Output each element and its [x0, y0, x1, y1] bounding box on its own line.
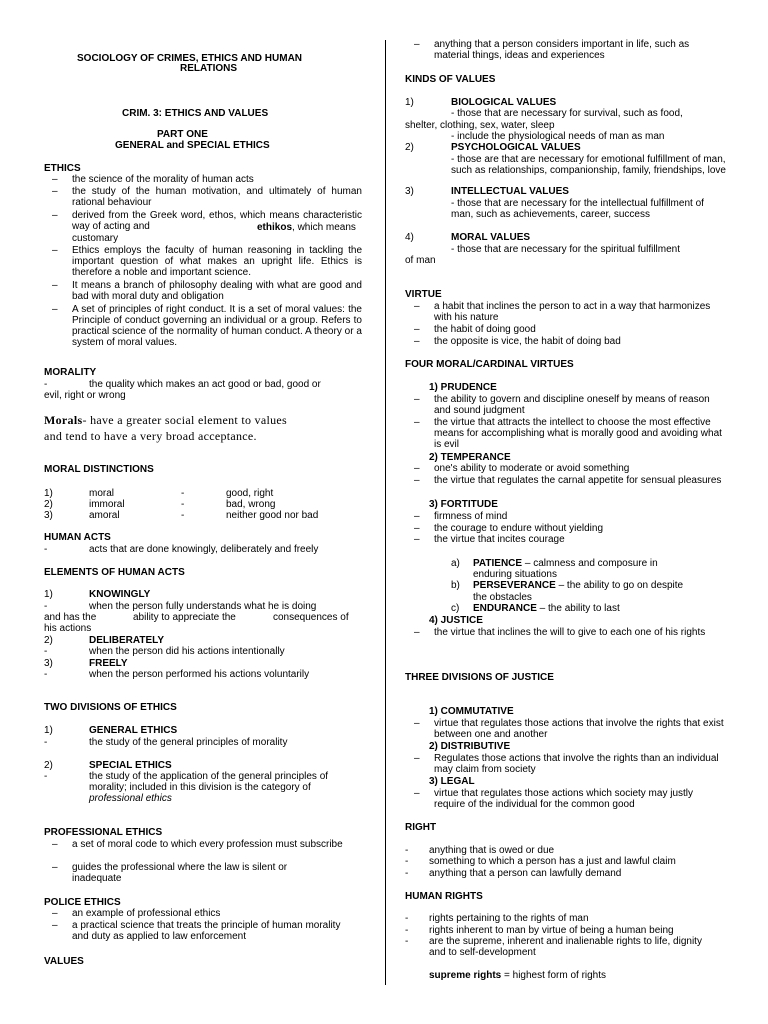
element-label-knowingly: KNOWINGLY	[89, 589, 151, 600]
ethics-item: derived from the Greek word, ethos, which means characteristic way of acting and	[72, 210, 362, 232]
human-acts-text: acts that are done knowingly, deliberately and freely	[89, 544, 319, 555]
distinction-sep: -	[181, 499, 185, 510]
bullet-dash: –	[52, 304, 58, 315]
psychological-text: - those are that are necessary for emotional fulfillment of man, such as relationships, companionship, family, friendships, love	[451, 154, 726, 176]
intellectual-text: - those that are necessary for the intellectual fulfillment of man, such as achievements, career, success	[451, 198, 704, 220]
distinction-num: 1)	[44, 488, 53, 499]
bullet-dash: –	[414, 788, 420, 799]
value-label-intellectual: INTELLECTUAL VALUES	[451, 186, 569, 197]
section-heading-two-divisions: TWO DIVISIONS OF ETHICS	[44, 702, 177, 713]
section-heading-professional-ethics: PROFESSIONAL ETHICS	[44, 827, 163, 838]
bullet-dash: –	[414, 39, 420, 50]
bullet-dash: –	[414, 718, 420, 729]
right-item: something to which a person has a just and lawful claim	[429, 856, 676, 867]
virtue-label-prudence: 1) PRUDENCE	[429, 382, 497, 393]
morality-line1: the quality which makes an act good or bad, good or	[89, 379, 321, 390]
prudence-item: the virtue that attracts the intellect to choose the most effective means for accomplishing what is morally good and avoiding what is evil	[434, 417, 722, 450]
fortitude-item: firmness of mind	[434, 511, 508, 522]
part-subtitle: GENERAL and SPECIAL ETHICS	[115, 140, 270, 151]
ethics-item: the study of the human motivation, and ultimately of human rational behaviour	[72, 186, 362, 208]
justice-item: the virtue that inclines the will to give to each one of his rights	[434, 627, 706, 638]
ethics-term-ethikos	[72, 222, 356, 233]
distinction-term: immoral	[89, 499, 125, 510]
supreme-rights-label: supreme rights	[429, 970, 502, 981]
special-ethics-line1: the study of the application of the general principles of	[89, 771, 329, 782]
division-num: 1)	[44, 725, 53, 736]
element-dash: -	[44, 601, 48, 612]
moral-values-line1: - those that are necessary for the spiritual fulfillment	[451, 244, 680, 255]
bullet-dash: –	[52, 245, 58, 256]
knowingly-line2c: consequences of	[273, 612, 349, 623]
distinction-num: 3)	[44, 510, 53, 521]
bullet-hyphen: -	[405, 845, 409, 856]
special-ethics-line2: morality; included in this division is the category of	[89, 782, 311, 793]
virtue-item: the opposite is vice, the habit of doing bad	[434, 336, 621, 347]
police-ethics-item: an example of professional ethics	[72, 908, 221, 919]
bullet-hyphen: -	[405, 936, 409, 947]
ethics-item: the science of the morality of human acts	[72, 174, 254, 185]
section-heading-morality: MORALITY	[44, 367, 97, 378]
temperance-item: one's ability to moderate or avoid something	[434, 463, 630, 474]
bullet-dash: –	[414, 534, 420, 545]
distinction-term: moral	[89, 488, 115, 499]
distributive-text: Regulates those actions that involve the rights than an individual may claim from society	[434, 753, 719, 775]
sub-virtue-endurance	[473, 603, 620, 614]
commutative-text: virtue that regulates those actions that involve the rights that exist between one and another	[434, 718, 724, 740]
freely-text: when the person performed his actions voluntarily	[89, 669, 310, 680]
column-divider	[385, 40, 386, 985]
distinction-meaning: bad, wrong	[226, 499, 276, 510]
distinction-meaning: neither good nor bad	[226, 510, 319, 521]
bullet-dash: –	[414, 627, 420, 638]
bullet-dash: –	[52, 920, 58, 931]
fortitude-item: the courage to endure without yielding	[434, 523, 604, 534]
doc-title-line2: RELATIONS	[180, 63, 238, 74]
sub-virtue-letter: b)	[451, 580, 460, 591]
human-rights-item: are the supreme, inherent and inalienable rights to life, dignity and to self-development	[429, 936, 702, 958]
human-acts-dash: -	[44, 544, 48, 555]
ethikos-word: ethikos	[257, 222, 293, 233]
bullet-dash: –	[414, 324, 420, 335]
section-heading-human-acts: HUMAN ACTS	[44, 532, 111, 543]
right-item: anything that a person can lawfully demand	[429, 868, 622, 879]
bullet-hyphen: -	[405, 913, 409, 924]
bullet-dash: –	[414, 511, 420, 522]
police-ethics-item: a practical science that treats the principle of human morality and duty as applied to law enforcement	[72, 920, 341, 942]
distinction-sep: -	[181, 488, 185, 499]
element-label-deliberately: DELIBERATELY	[89, 635, 165, 646]
general-ethics-text: the study of the general principles of morality	[89, 737, 288, 748]
morality-dash: -	[44, 379, 48, 390]
section-heading-cardinal-virtues: FOUR MORAL/CARDINAL VIRTUES	[405, 359, 574, 370]
morals-line2: and tend to have a very broad acceptance.	[44, 429, 257, 443]
ethikos-suffix: , which means	[292, 222, 356, 233]
patience-label: PATIENCE	[473, 558, 523, 569]
bullet-dash: –	[52, 186, 58, 197]
supreme-rights-line	[429, 970, 606, 981]
distinction-term: amoral	[89, 510, 120, 521]
endurance-text: – the ability to last	[536, 603, 620, 614]
value-label-moral: MORAL VALUES	[451, 232, 531, 243]
virtue-label-fortitude: 3) FORTITUDE	[429, 499, 498, 510]
bullet-dash: –	[414, 463, 420, 474]
patience-text2: enduring situations	[473, 569, 557, 580]
part-title: PART ONE	[157, 129, 208, 140]
virtue-item: the habit of doing good	[434, 324, 536, 335]
fortitude-item: the virtue that incites courage	[434, 534, 565, 545]
perseverance-text: – the ability to go on despite	[555, 580, 684, 591]
prudence-item: the ability to govern and discipline oneself by means of reason and sound judgment	[434, 394, 710, 416]
value-label-biological: BIOLOGICAL VALUES	[451, 97, 557, 108]
morals-text: - have a greater social element to values	[82, 413, 288, 427]
sub-virtue-letter: a)	[451, 558, 460, 569]
bullet-dash: –	[52, 174, 58, 185]
supreme-rights-text: = highest form of rights	[501, 970, 607, 981]
virtue-item: a habit that inclines the person to act in a way that harmonizes with his nature	[434, 301, 711, 323]
section-heading-three-divisions: THREE DIVISIONS OF JUSTICE	[405, 672, 554, 683]
morals-word: Morals	[44, 413, 83, 427]
professional-ethics-item: guides the professional where the law is silent or inadequate	[72, 862, 288, 884]
element-dash: -	[44, 669, 48, 680]
ethics-item: It means a branch of philosophy dealing with what are good and bad with moral duty and obligation	[72, 280, 362, 302]
perseverance-label: PERSEVERANCE	[473, 580, 556, 591]
section-heading-virtue: VIRTUE	[405, 289, 442, 300]
ethics-customary: customary	[72, 233, 119, 244]
section-heading-moral-distinctions: MORAL DISTINCTIONS	[44, 464, 154, 475]
bullet-hyphen: -	[405, 856, 409, 867]
division-num: 2)	[44, 760, 53, 771]
justice-label-legal: 3) LEGAL	[429, 776, 475, 787]
legal-text: virtue that regulates those actions which society may justly require of the individual for the common good	[434, 788, 694, 810]
distinction-num: 2)	[44, 499, 53, 510]
bullet-dash: –	[414, 336, 420, 347]
patience-text: – calmness and composure in	[522, 558, 658, 569]
division-dash: -	[44, 771, 48, 782]
distinction-meaning: good, right	[226, 488, 274, 499]
special-ethics-line3: professional ethics	[89, 793, 172, 804]
knowingly-line2b: ability to appreciate the	[133, 612, 236, 623]
biological-line3: - include the physiological needs of man as man	[451, 131, 665, 142]
section-heading-elements: ELEMENTS OF HUMAN ACTS	[44, 567, 185, 578]
human-rights-item: rights pertaining to the rights of man	[429, 913, 589, 924]
distinction-sep: -	[181, 510, 185, 521]
element-dash: -	[44, 646, 48, 657]
value-num: 3)	[405, 186, 414, 197]
bullet-dash: –	[414, 301, 420, 312]
sub-virtue-patience	[473, 558, 658, 569]
division-label-general: GENERAL ETHICS	[89, 725, 178, 736]
sub-virtue-perseverance	[473, 580, 683, 591]
bullet-dash: –	[414, 475, 420, 486]
ethics-item: A set of principles of right conduct. It is a set of moral values: the Principle of conduct governing an individual or a group. Refers to practical science of the normality of human conduct. A theory or a system of moral values.	[72, 304, 362, 348]
course-title: CRIM. 3: ETHICS AND VALUES	[122, 108, 269, 119]
morality-line2: evil, right or wrong	[44, 390, 126, 401]
element-num: 1)	[44, 589, 53, 600]
bullet-dash: –	[414, 417, 420, 428]
knowingly-line3: his actions	[44, 623, 92, 634]
knowingly-line1: when the person fully understands what he is doing	[89, 601, 317, 612]
biological-line2: shelter, clothing, sex, water, sleep	[405, 120, 555, 131]
element-num: 2)	[44, 635, 53, 646]
element-label-freely: FREELY	[89, 658, 128, 669]
bullet-dash: –	[52, 210, 58, 221]
temperance-item: the virtue that regulates the carnal appetite for sensual pleasures	[434, 475, 722, 486]
endurance-label: ENDURANCE	[473, 603, 537, 614]
moral-values-line2: of man	[405, 255, 436, 266]
bullet-hyphen: -	[405, 925, 409, 936]
bullet-dash: –	[52, 908, 58, 919]
section-heading-right: RIGHT	[405, 822, 437, 833]
bullet-dash: –	[52, 862, 58, 873]
knowingly-line2a: and has the	[44, 612, 97, 623]
value-num: 2)	[405, 142, 414, 153]
section-heading-police-ethics: POLICE ETHICS	[44, 897, 121, 908]
bullet-dash: –	[52, 839, 58, 850]
values-continued: anything that a person considers important in life, such as material things, ideas and experiences	[434, 39, 690, 61]
ethics-item: Ethics employs the faculty of human reasoning in tackling the important question of what makes an upright life. Ethics is therefore a noble and important science.	[72, 245, 362, 278]
justice-label-distributive: 2) DISTRIBUTIVE	[429, 741, 511, 752]
value-label-psychological: PSYCHOLOGICAL VALUES	[451, 142, 581, 153]
division-dash: -	[44, 737, 48, 748]
justice-label-commutative: 1) COMMUTATIVE	[429, 706, 514, 717]
value-num: 1)	[405, 97, 414, 108]
bullet-dash: –	[414, 394, 420, 405]
professional-ethics-item: a set of moral code to which every profession must subscribe	[72, 839, 343, 850]
sub-virtue-letter: c)	[451, 603, 460, 614]
element-num: 3)	[44, 658, 53, 669]
perseverance-text2: the obstacles	[473, 592, 532, 603]
section-heading-human-rights: HUMAN RIGHTS	[405, 891, 483, 902]
morals-line1	[44, 413, 287, 427]
deliberately-text: when the person did his actions intentionally	[89, 646, 285, 657]
section-heading-ethics: ETHICS	[44, 163, 81, 174]
section-heading-values: VALUES	[44, 956, 84, 967]
value-num: 4)	[405, 232, 414, 243]
section-heading-kinds-of-values: KINDS OF VALUES	[405, 74, 496, 85]
human-rights-item: rights inherent to man by virtue of being a human being	[429, 925, 674, 936]
doc-title-line1: SOCIOLOGY OF CRIMES, ETHICS AND HUMAN	[77, 53, 303, 64]
bullet-dash: –	[414, 753, 420, 764]
division-label-special: SPECIAL ETHICS	[89, 760, 172, 771]
virtue-label-temperance: 2) TEMPERANCE	[429, 452, 511, 463]
bullet-dash: –	[414, 523, 420, 534]
biological-line1: - those that are necessary for survival, such as food,	[451, 108, 683, 119]
bullet-dash: –	[52, 280, 58, 291]
right-item: anything that is owed or due	[429, 845, 555, 856]
bullet-hyphen: -	[405, 868, 409, 879]
virtue-label-justice: 4) JUSTICE	[429, 615, 483, 626]
